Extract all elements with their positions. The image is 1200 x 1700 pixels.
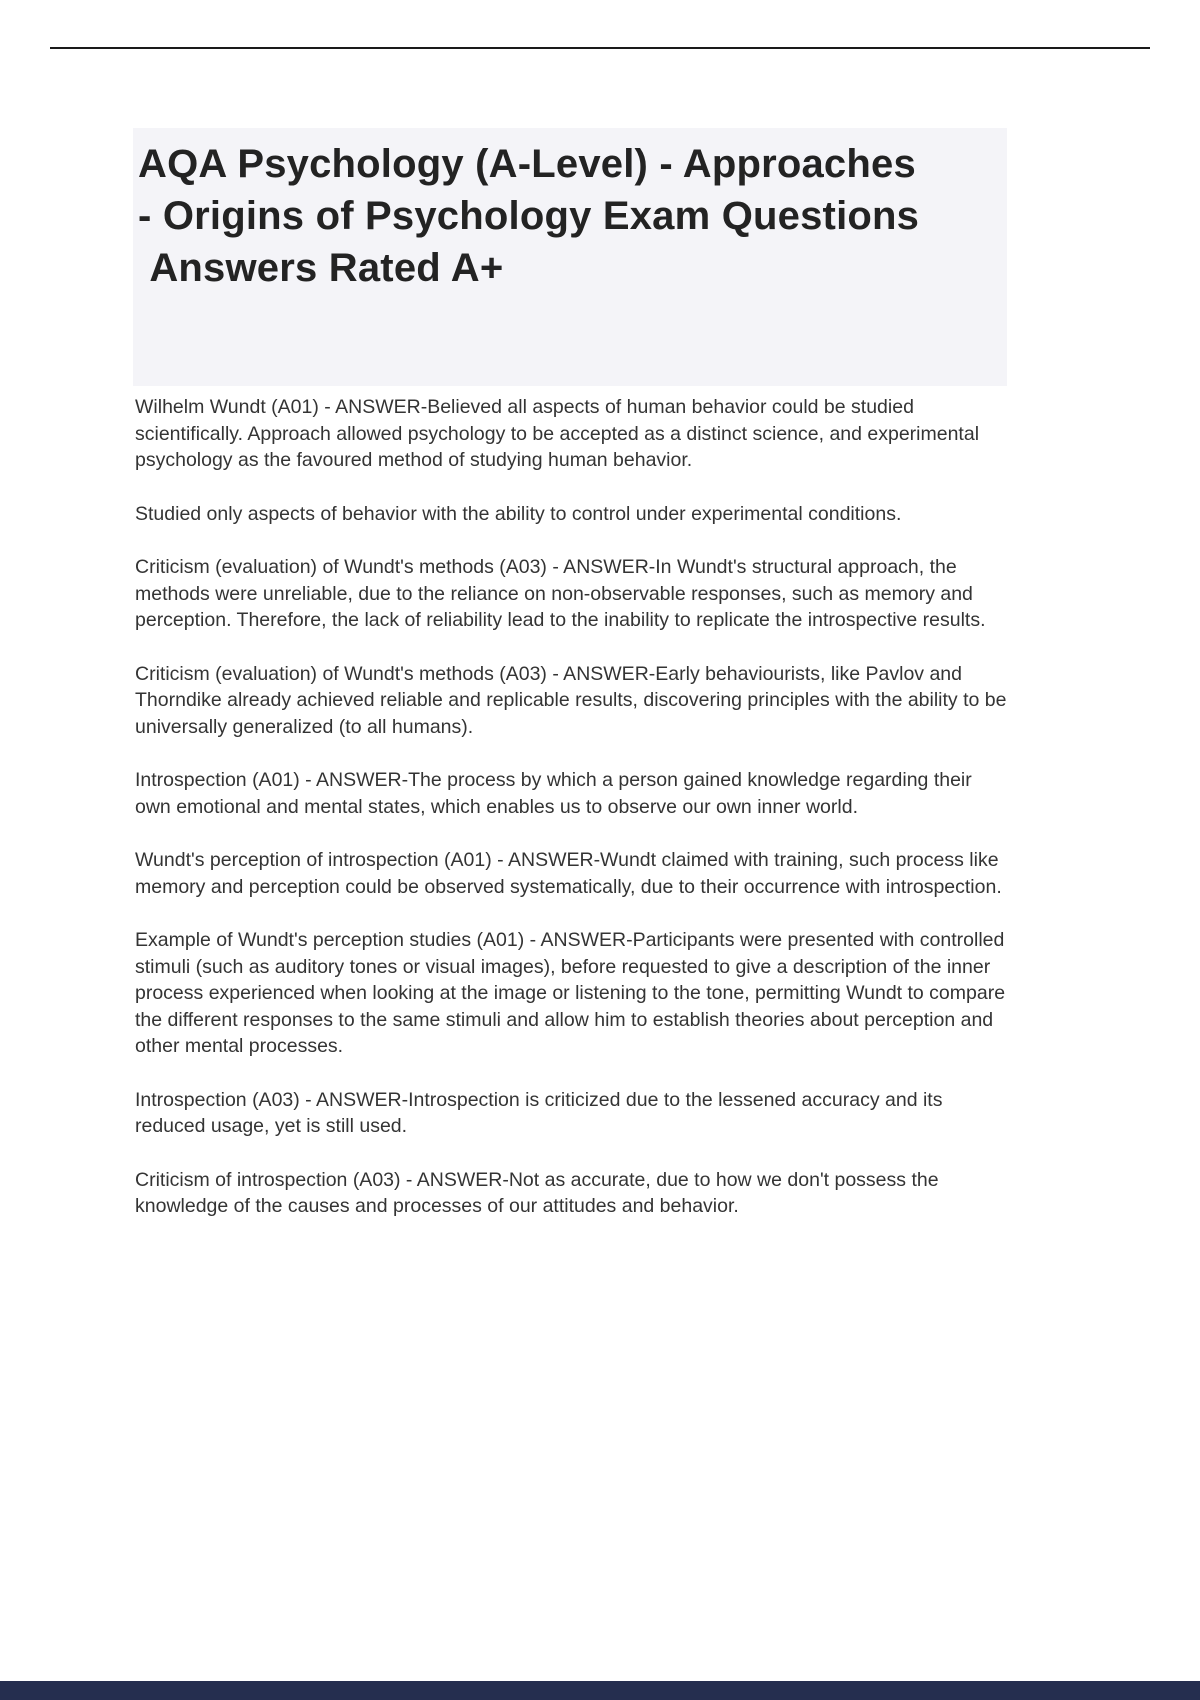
qa-paragraph: Criticism (evaluation) of Wundt's methods (A03) - ANSWER-Early behaviourists, like Pavlov and Thorndike already achieved reliable and replicable results, discovering principles with the ability to be universally generalized (to all humans). (135, 662, 1007, 738)
qa-paragraph: Criticism (evaluation) of Wundt's methods (A03) - ANSWER-In Wundt's structural approach, the methods were unreliable, due to the reliance on non-observable responses, such as memory and perception. Therefore, the lack of reliability lead to the inability to replicate the introspective results. (135, 556, 986, 631)
qa-paragraph: Introspection (A03) - ANSWER-Introspection is criticized due to the lessened accuracy and its reduced usage, yet is still used. (135, 1088, 943, 1137)
qa-paragraph: Wilhelm Wundt (A01) - ANSWER-Believed all aspects of human behavior could be studied scientifically. Approach allowed psychology to be accepted as a distinct science, and experimental psychology as the favoured method of studying human behavior. (135, 396, 980, 471)
qa-paragraph: Wundt's perception of introspection (A01) - ANSWER-Wundt claimed with training, such process like memory and perception could be observed systematically, due to their occurrence with introspection. (135, 849, 1002, 898)
document-title-line: Answers Rated A+ (138, 246, 504, 290)
qa-paragraph: Example of Wundt's perception studies (A01) - ANSWER-Participants were presented with controlled stimuli (such as auditory tones or visual images), before requested to give a description of the inner process experienced when looking at the image or listening to the tone, permitting Wundt to compare the different responses to the same stimuli and allow him to establish theories about perception and other mental processes. (135, 929, 1006, 1057)
document-body (135, 394, 1009, 1247)
document-title-line: - Origins of Psychology Exam Questions (138, 194, 920, 238)
footer-bar (0, 1681, 1200, 1700)
qa-paragraph: Criticism of introspection (A03) - ANSWER-Not as accurate, due to how we don't possess the knowledge of the causes and processes of our attitudes and behavior. (135, 1168, 939, 1217)
qa-paragraph: Studied only aspects of behavior with the ability to control under experimental conditions. (135, 502, 902, 525)
document-title-line: AQA Psychology (A-Level) - Approaches (138, 142, 916, 186)
title-block (133, 128, 1007, 386)
qa-paragraph: Introspection (A01) - ANSWER-The process by which a person gained knowledge regarding their own emotional and mental states, which enables us to observe our own inner world. (135, 769, 972, 818)
top-divider (50, 47, 1150, 49)
